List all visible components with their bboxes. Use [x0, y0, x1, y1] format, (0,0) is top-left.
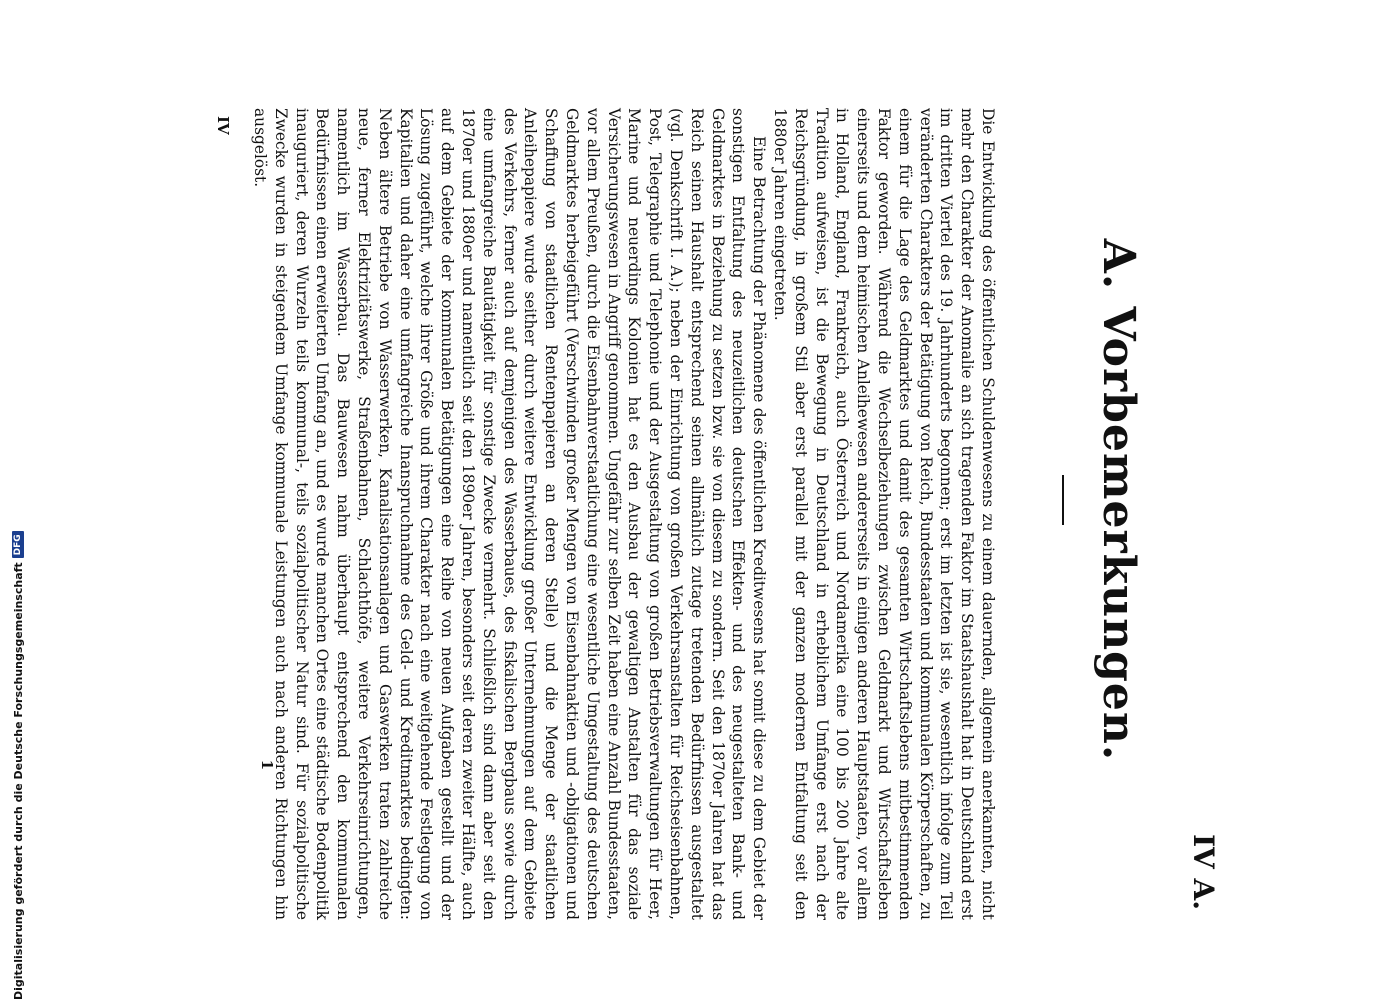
sheet-mark: IV [214, 116, 232, 135]
digitization-attribution [10, 0, 26, 1000]
document-page [118, 20, 1278, 980]
paragraph-1: Die Entwicklung des öffentlichen Schuldenwesens zu einem dauernden, allgemein anerkannten, nicht mehr den Charakter der Anomalie an sich tragenden Faktor im Staatshaushalt hat in Deutschland erst im dritten Viertel des 19. Jahrhunderts begonnen; erst im letzten ist sie, wesentlich infolge zum Teil veränderten Charakters der Betätigung von Reich, Bundesstaaten und kommunalen Körperschaften, zu einem für die Lage des Geldmarktes und damit des gesamten Wirtschaftslebens mitbestimmenden Faktor geworden. Während die Wechselbeziehungen zwischen Geldmarkt und Wirtschaftsleben einerseits und dem heimischen Anleihewesen andererseits in einigen anderen Hauptstaaten, vor allem in Holland, England, Frankreich, auch Österreich und Nordamerika eine 100 bis 200 Jahre alte Tradition aufweisen, ist die Bewegung in Deutschland in erheblichem Umfange erst nach der Reichsgründung, in großem Stil aber erst parallel mit der ganzen modernen Entfaltung seit den 1880er Jahren eingetreten. [771, 108, 997, 920]
paragraph-2: Eine Betrachtung der Phänomene des öffentlichen Kreditwesens hat somit diese zu dem Gebiet der sonstigen Entfaltung des neuzeitlichen deutschen Effekten- und des neugestalteten Bank- und Geldmarktes in Beziehung zu setzen bzw. sie von diesem zu sondern. Seit den 1870er Jahren hat das Reich seinen Haushalt entsprechend seinen allmählich zutage tretenden Bedürfnissen ausgestaltet (vgl. Denkschrift I. A.); neben der Einrichtung von großen Verkehrsanstalten für Reichseisenbahnen, Post, Telegraphie und Telephonie und der Ausgestaltung von großen Betriebsverwaltungen für Heer, Marine und neuerdings Kolonien hat es den Ausbau der gewaltigen Anstalten für das soziale Versicherungswesen in Angriff genommen. Ungefähr zur selben Zeit haben eine Anzahl Bundesstaaten, vor allem Preußen, durch die Eisenbahnverstaatlichung eine wesentliche Umgestaltung des deutschen Geldmarktes herbeigeführt (Verschwinden großer Mengen von Eisenbahnaktien und -obligationen und Schaffung von staatlichen Rentenpapieren an deren Stelle) und die Menge der staatlichen Anleihepapiere wurde seither durch weitere Entwicklung großer Unternehmungen auf dem Gebiete des Verkehrs, ferner auch auf demjenigen des Wasserbaues, des fiskalischen Bergbaus sowie durch eine umfangreiche Bautätigkeit für sonstige Zwecke vermehrt. Schließlich sind dann aber seit den 1870er und 1880er und namentlich seit den 1890er Jahren, besonders seit deren zweiter Hälfte, auch auf dem Gebiete der kommunalen Betätigungen eine Reihe von neuen Aufgaben gestellt und der Lösung zugeführt, welche ihrer Größe und ihrem Charakter nach eine weitgehende Festlegung von Kapitalien und daher eine umfangreiche Inanspruchnahme des Geld- und Kreditmarktes bedingten: Neben ältere Betriebe von Wasserwerken, Kanalisationsanlagen und Gaswerken traten zahlreiche neue, ferner Elektrizitätswerke, Straßenbahnen, Schlachthöfe, weitere Verkehrseinrichtungen, namentlich im Wasserbau. Das Bauwesen nahm überhaupt entsprechend den kommunalen Bedürfnissen einen erweiterten Umfang an, und es wurde manchen Ortes eine städtische Bodenpolitik inauguriert, deren Wurzeln teils kommunal-, teils sozialpolitischer Natur sind. Für sozialpolitische Zwecke wurden in steigendem Umfange kommunale Leistungen auch nach anderen Richtungen hin ausgelöst. [251, 108, 769, 920]
page-title: A. Vorbemerkungen. [1093, 238, 1144, 762]
dfg-logo: DFG [12, 531, 24, 558]
body-text [249, 108, 998, 920]
title-divider [1062, 475, 1064, 525]
section-label: IV A. [1187, 833, 1220, 910]
attribution-text: Digitalisierung gefördert durch die Deutsche Forschungsgemeinschaft [11, 562, 25, 1000]
page-number: 1 [258, 759, 276, 770]
